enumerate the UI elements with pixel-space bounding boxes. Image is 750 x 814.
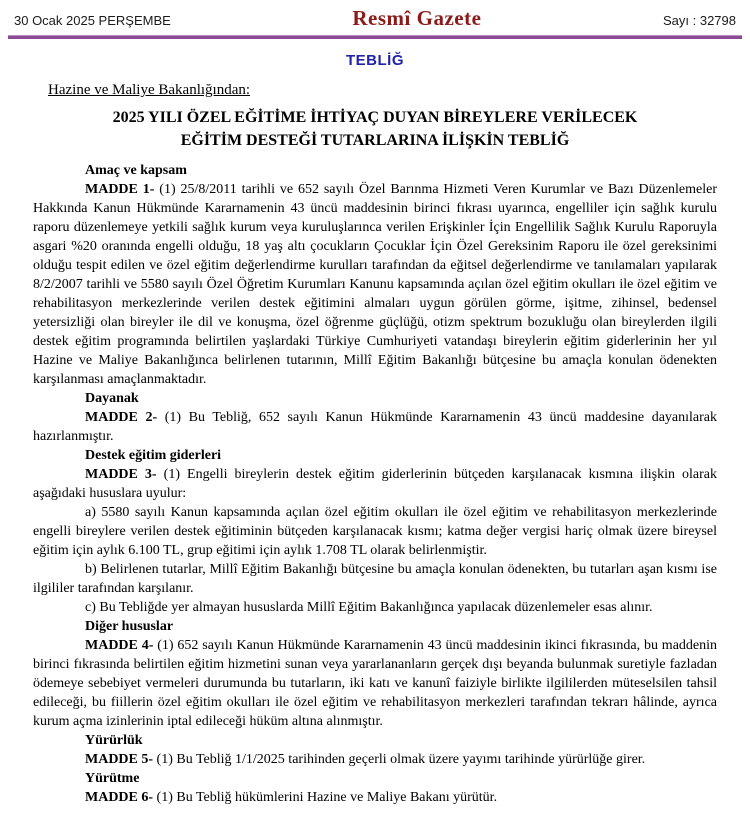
section-heading: Amaç ve kapsam [85, 163, 187, 178]
body-paragraph [33, 750, 717, 769]
madde-label: MADDE 5- [85, 752, 154, 767]
body-paragraph [33, 788, 717, 807]
body-paragraph [33, 598, 717, 617]
madde-label: MADDE 4- [85, 638, 154, 653]
gazette-title: Resmî Gazete [352, 6, 482, 30]
body-paragraph [33, 180, 717, 389]
madde-label: MADDE 6- [85, 790, 154, 805]
section-heading: Diğer hususlar [85, 619, 174, 634]
document-title [0, 106, 750, 152]
madde-label: MADDE 1- [85, 182, 155, 197]
masthead-divider [8, 35, 742, 39]
paragraph-text: (1) Bu Tebliğ, 652 sayılı Kanun Hükmünde Kararnamenin 43 üncü maddesine dayanılarak hazırlanmıştır. [33, 410, 718, 444]
document-title-line2: EĞİTİM DESTEĞİ TUTARLARINA İLİŞKİN TEBLİĞ [180, 132, 570, 149]
publication-date: 30 Ocak 2025 PERŞEMBE [14, 13, 171, 28]
madde-label: MADDE 3- [85, 467, 157, 482]
document-body [33, 161, 717, 807]
paragraph-text: c) Bu Tebliğde yer almayan hususlarda Millî Eğitim Bakanlığınca yapılacak düzenlemeler esas alınır. [85, 600, 653, 615]
section-heading: Yürütme [85, 771, 140, 786]
body-paragraph [33, 560, 717, 598]
body-paragraph [33, 503, 717, 560]
issue-number: Sayı : 32798 [663, 13, 736, 28]
paragraph-text: (1) Bu Tebliğ hükümlerini Hazine ve Maliye Bakanı yürütür. [153, 790, 498, 805]
section-heading: Yürürlük [85, 733, 143, 748]
section-label: TEBLİĞ [346, 52, 404, 69]
masthead [0, 0, 750, 34]
paragraph-text: b) Belirlenen tutarlar, Millî Eğitim Bakanlığı bütçesine bu amaçla konulan ödenekten, bu tutarları aşan kısmı ise ilgililer tarafından karşılanır. [33, 562, 717, 596]
section-heading: Destek eğitim giderleri [85, 448, 222, 463]
section-heading: Dayanak [85, 391, 139, 406]
body-paragraph [33, 408, 717, 446]
paragraph-text: (1) Bu Tebliğ 1/1/2025 tarihinden geçerli olmak üzere yayımı tarihinde yürürlüğe girer. [153, 752, 646, 767]
paragraph-text: (1) 652 sayılı Kanun Hükmünde Kararnamenin 43 üncü maddesinin ikinci fıkrasında, bu maddenin birinci fıkrasında belirtilen eğitim hizmetini sunan veya yararlananların gerçek dışı beyanda bulunmak suretiyle fazladan ödemeye sebebiyet vermeleri durumunda bu tutarların, iki katı ve kanunî faiziyle birlikte ilgililerden müteselsilen tahsil edileceği, bu fiillerin özel eğitim okulları ile özel eğitim ve rehabilitasyon merkezleri tarafından tekrarı hâlinde, ayrıca kurum açma izinlerinin iptal edileceği hüküm altına alınmıştır. [33, 638, 718, 729]
body-paragraph [33, 465, 717, 503]
madde-label: MADDE 2- [85, 410, 158, 425]
document-title-line1: 2025 YILI ÖZEL EĞİTİME İHTİYAÇ DUYAN BİREYLERE VERİLECEK [112, 109, 638, 126]
paragraph-text: (1) Engelli bireylerin destek eğitim giderlerinin bütçeden karşılanacak kısmına ilişkin olarak aşağıdaki hususlara uyulur: [33, 467, 718, 501]
paragraph-text: (1) 25/8/2011 tarihli ve 652 sayılı Özel Barınma Hizmeti Veren Kurumlar ve Bazı Düzenlemeler Hakkında Kanun Hükmünde Kararnamenin 43 üncü maddesinin birinci fıkrası uyarınca, engelliler için sağlık kurulu raporu düzenlemeye yetkili sağlık kurum veya kuruluşlarınca verilen Erişkinler İçin Engellilik Sağlık Kurulu Raporuyla asgari %20 oranında engelli olduğu, 18 yaş altı çocukların Çocuklar İçin Özel Gereksinim Raporu ile özel gereksinimi olduğu tespit edilen ve özel eğitim değerlendirme kurulları tarafından da eğitsel değerlendirme ve tanılamaları yapılarak 8/2/2007 tarihli ve 5580 sayılı Özel Öğretim Kurumları Kanunu kapsamında açılan özel eğitim okulları ile özel eğitim ve rehabilitasyon merkezlerinde verilen destek eğitimini almaları uygun görülen görme, işitme, zihinsel, bedensel yetersizliği olan bireyler ile dil ve konuşma, özel öğrenme güçlüğü, otizm spektrum bozukluğu olan bireylerden ilgili destek eğitim programında belirtilen yaşlardaki Türkiye Cumhuriyeti vatandaşı bireylerin eğitim giderlerinin her yıl Hazine ve Maliye Bakanlığınca belirlenen tutarının, Millî Eğitim Bakanlığı bütçesine bu amaçla konulan ödenekten karşılanması amaçlanmaktadır. [33, 182, 718, 387]
paragraph-text: a) 5580 sayılı Kanun kapsamında açılan özel eğitim okulları ile özel eğitim ve rehabilitasyon merkezlerinde engelli bireylere verilen destek eğitiminin bütçeden karşılanacak kısmı; katma değer vergisi hariç olmak üzere bireysel eğitim için aylık 6.100 TL, grup eğitimi için aylık 1.708 TL olarak belirlenmiştir. [33, 505, 717, 558]
body-paragraph [33, 636, 717, 731]
issuing-authority: Hazine ve Maliye Bakanlığından: [48, 82, 251, 98]
